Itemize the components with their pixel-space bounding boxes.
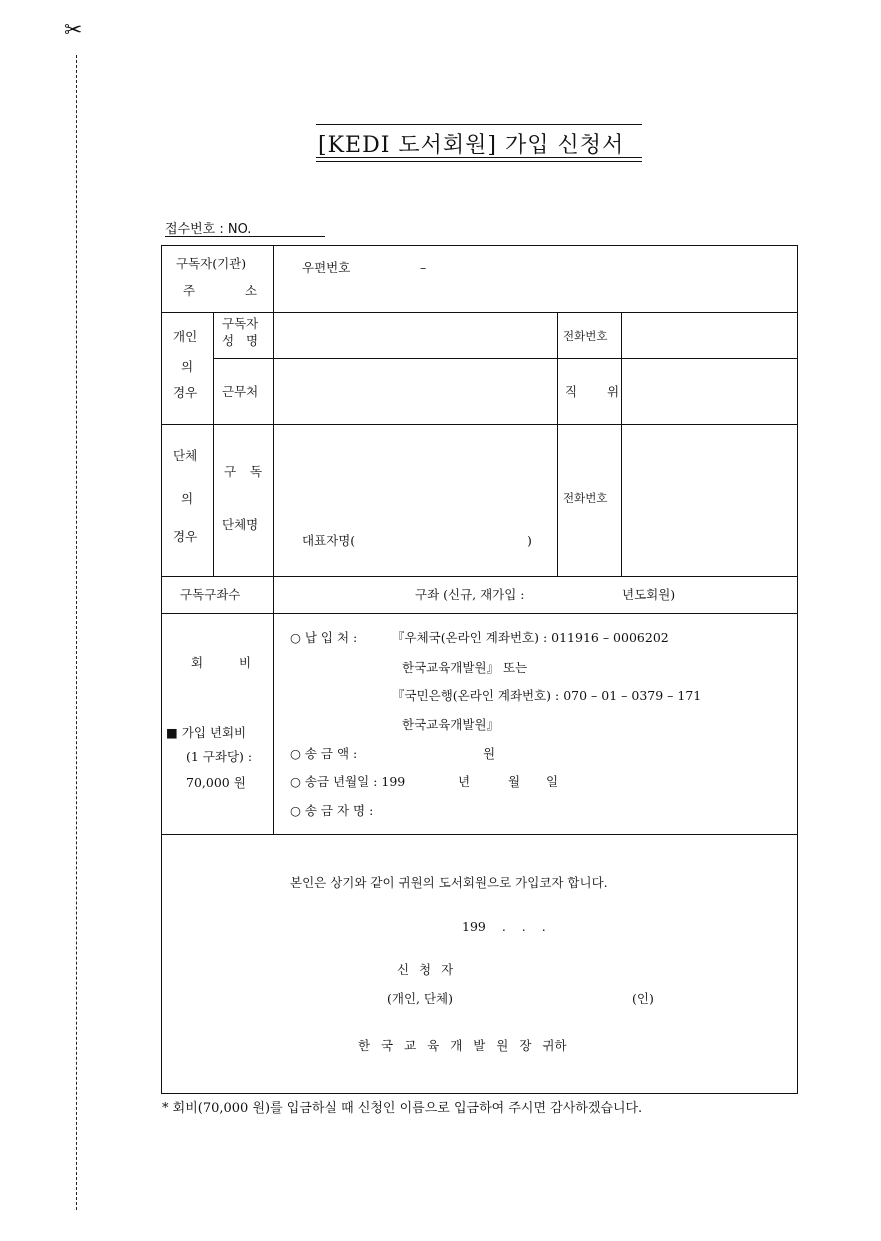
applicant-type: (개인, 단체) [387,991,454,1006]
organization-phone-label: 전화번호 [563,491,608,505]
payee-label: ○ 납 입 처 : [290,630,358,645]
row-divider [161,613,798,614]
addressee: 한 국 교 육 개 발 원 장 귀하 [358,1038,567,1053]
organization-side-label: 단체 [173,448,198,463]
phone-field[interactable] [624,314,796,357]
position-field[interactable] [624,360,796,423]
organization-phone-field[interactable] [624,427,796,575]
column-divider [213,312,214,576]
address-label: 주 소 [182,283,258,298]
individual-side-label: 의 [181,359,194,374]
cut-line [76,55,77,1210]
subscriber-name-label: 성 명 [222,333,259,348]
declaration-date: 199 . . . [462,919,546,934]
remit-date-year: 년 [458,774,471,789]
bank-account-2: 『국민은행(온라인 계좌번호) : 070 – 01 – 0379 – 171 [392,688,702,703]
remitter-label: ○ 송 금 자 명 : [290,803,374,818]
title-rule-bottom [316,157,642,158]
row-divider [213,358,798,359]
accounts-year: 년도회원) [622,587,676,602]
remit-amount-label: ○ 송 금 액 : [290,746,358,761]
organization-name-label: 구 독 [224,464,263,479]
subscriber-label: 구독자(기관) [176,256,247,271]
individual-side-label: 경우 [173,385,198,400]
column-divider [621,312,622,576]
individual-side-label: 개인 [173,329,198,344]
postal-code-dash: – [420,260,427,275]
fee-label: 회 비 [191,655,252,670]
scissors-icon: ✂ [64,18,83,43]
subscriber-name-label: 구독자 [222,316,259,331]
phone-label: 전화번호 [563,329,608,343]
subscriber-name-field[interactable] [276,314,556,357]
applicant-label: 신 청 자 [397,962,454,977]
receipt-number-label: 접수번호 : NO. [165,222,252,237]
per-account-label: (1 구좌당) : [186,749,253,764]
postal-code-label: 우편번호 [302,260,351,275]
organization-side-label: 의 [181,491,194,506]
bank-account-1: 『우체국(온라인 계좌번호) : 011916 – 0006202 [392,630,669,645]
declaration-statement: 본인은 상기와 같이 귀원의 도서회원으로 가입코자 합니다. [290,875,608,890]
title-rule-top [316,124,642,125]
annual-fee-label: ■ 가입 년회비 [166,725,247,740]
remit-date-month: 월 [508,774,521,789]
accounts-label: 구독구좌수 [180,587,241,602]
position-label: 직 위 [565,384,620,399]
fee-amount: 70,000 원 [186,775,246,790]
row-divider [161,424,798,425]
accounts-value: 구좌 (신규, 재가입 : [415,587,525,602]
row-divider [161,576,798,577]
row-divider [161,834,798,835]
workplace-label: 근무처 [222,384,259,399]
organization-side-label: 경우 [173,529,198,544]
organization-name-field[interactable] [276,427,556,575]
receipt-number-field[interactable] [165,236,325,237]
address-field[interactable] [276,248,796,310]
form-title: [KEDI 도서회원] 가입 신청서 [318,133,625,158]
bank-account-2-holder: 한국교육개발원』 [402,717,500,732]
workplace-field[interactable] [276,360,556,423]
remit-amount-unit: 원 [483,746,496,761]
row-divider [161,312,798,313]
title-rule-bottom-double [316,161,642,162]
representative-close: ) [527,533,532,548]
column-divider [557,312,558,576]
footnote: * 회비(70,000 원)를 입금하실 때 신청인 이름으로 입금하여 주시면 감사하겠습니다. [162,1101,643,1116]
representative-label: 대표자명( [302,533,356,548]
organization-name-label: 단체명 [222,517,259,532]
seal-mark: (인) [632,991,654,1006]
bank-account-1-holder: 한국교육개발원』 또는 [402,660,528,675]
remit-date-label: ○ 송금 년월일 : 199 [290,774,406,789]
remit-date-day: 일 [546,774,559,789]
column-divider [273,245,274,834]
